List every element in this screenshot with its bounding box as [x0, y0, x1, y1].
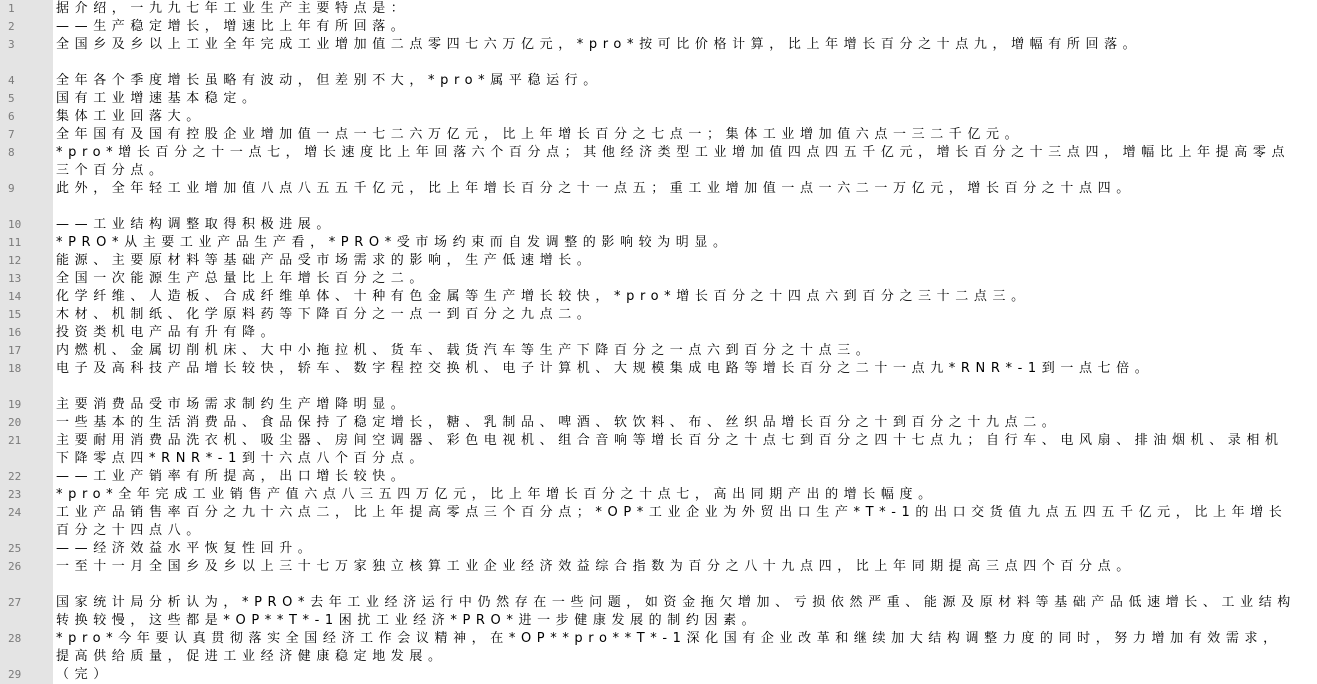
line-number: 29 — [8, 668, 22, 681]
line-text[interactable]: ——工业结构调整取得积极进展。 — [56, 217, 336, 232]
line-text[interactable]: 工业产品销售率百分之九十六点二，比上年提高零点三个百分点；*OP*工业企业为外贸出口生产*T*-1的出口交货值九点五四五千亿元，比上年增长百分之十四点八。 — [56, 505, 1288, 538]
line-number: 14 — [8, 290, 22, 303]
line-text[interactable]: 国家统计局分析认为，*PRO*去年工业经济运行中仍然存在一些问题，如资金拖欠增加、亏损依然严重、能源及原材料等基础产品低速增长、工业结构转换较慢，这些都是*OP**T*-1困扰工业经济*PRO*进一步健康发展的制约因素。 — [56, 595, 1296, 628]
line-text[interactable]: 一些基本的生活消费品、食品保持了稳定增长，糖、乳制品、啤酒、软饮料、布、丝织品增长百分之十到百分之十九点二。 — [56, 415, 1061, 430]
line-number: 19 — [8, 398, 22, 411]
line-number: 23 — [8, 488, 22, 501]
line-text[interactable]: 一至十一月全国乡及乡以上三十七万家独立核算工业企业经济效益综合指数为百分之八十九点四，比上年同期提高三点四个百分点。 — [56, 559, 1135, 574]
line-text[interactable]: ——工业产销率有所提高，出口增长较快。 — [56, 469, 410, 484]
line-text[interactable]: ——经济效益水平恢复性回升。 — [56, 541, 317, 556]
line-number: 24 — [8, 506, 22, 519]
line-text[interactable]: 集体工业回落大。 — [56, 109, 205, 124]
line-number: 16 — [8, 326, 22, 339]
line-text[interactable]: 此外，全年轻工业增加值八点八五五千亿元，比上年增长百分之十一点五；重工业增加值一点一六二一万亿元，增长百分之十点四。 — [56, 181, 1135, 196]
line-text[interactable]: 国有工业增速基本稳定。 — [56, 91, 261, 106]
line-text[interactable]: *pro*增长百分之十一点七，增长速度比上年回落六个百分点；其他经济类型工业增加值四点四五千亿元，增长百分之十三点四，增幅比上年提高零点三个百分点。 — [56, 145, 1291, 178]
line-number: 20 — [8, 416, 22, 429]
line-text[interactable]: ——生产稳定增长，增速比上年有所回落。 — [56, 19, 410, 34]
line-number: 11 — [8, 236, 22, 249]
line-number: 27 — [8, 596, 22, 609]
line-text[interactable]: 投资类机电产品有升有降。 — [56, 325, 280, 340]
line-number: 18 — [8, 362, 22, 375]
line-number: 8 — [8, 146, 15, 159]
line-text[interactable]: 全年国有及国有控股企业增加值一点一七二六万亿元，比上年增长百分之七点一；集体工业增加值六点一三二千亿元。 — [56, 127, 1024, 142]
line-text[interactable]: 内燃机、金属切削机床、大中小拖拉机、货车、载货汽车等生产下降百分之一点六到百分之十点三。 — [56, 343, 875, 358]
line-number: 3 — [8, 38, 15, 51]
line-number: 9 — [8, 182, 15, 195]
line-text[interactable]: 全年各个季度增长虽略有波动，但差别不大，*pro*属平稳运行。 — [56, 73, 602, 88]
line-number: 26 — [8, 560, 22, 573]
line-text[interactable]: 据介绍，一九九七年工业生产主要特点是： — [56, 1, 410, 16]
line-text[interactable]: （完） — [56, 667, 112, 682]
line-number: 17 — [8, 344, 22, 357]
line-text[interactable]: 主要消费品受市场需求制约生产增降明显。 — [56, 397, 410, 412]
line-number: 25 — [8, 542, 22, 555]
line-text[interactable]: 化学纤维、人造板、合成纤维单体、十种有色金属等生产增长较快，*pro*增长百分之十四点六到百分之三十二点三。 — [56, 289, 1030, 304]
line-number: 7 — [8, 128, 15, 141]
line-number: 13 — [8, 272, 22, 285]
line-number: 22 — [8, 470, 22, 483]
line-number: 15 — [8, 308, 22, 321]
line-text[interactable]: 木材、机制纸、化学原料药等下降百分之一点一到百分之九点二。 — [56, 307, 596, 322]
line-text[interactable]: 全国乡及乡以上工业全年完成工业增加值二点零四七六万亿元，*pro*按可比价格计算，比上年增长百分之十点九，增幅有所回落。 — [56, 37, 1142, 52]
line-number: 5 — [8, 92, 15, 105]
line-number: 4 — [8, 74, 15, 87]
line-number: 10 — [8, 218, 22, 231]
line-text[interactable]: *PRO*从主要工业产品生产看，*PRO*受市场约束而自发调整的影响较为明显。 — [56, 235, 732, 250]
line-text[interactable]: 主要耐用消费品洗衣机、吸尘器、房间空调器、彩色电视机、组合音响等增长百分之十点七到百分之四十七点九；自行车、电风扇、排油烟机、录相机下降零点四*RNR*-1到十六点八个百分点。 — [56, 433, 1284, 466]
line-text[interactable]: *pro*今年要认真贯彻落实全国经济工作会议精神，在*OP**pro**T*-1深化国有企业改革和继续加大结构调整力度的同时，努力增加有效需求，提高供给质量，促进工业经济健康稳定地发展。 — [56, 631, 1282, 664]
line-number: 6 — [8, 110, 15, 123]
line-number: 12 — [8, 254, 22, 267]
line-number: 21 — [8, 434, 22, 447]
line-text[interactable]: *pro*全年完成工业销售产值六点八三五四万亿元，比上年增长百分之十点七，高出同期产出的增长幅度。 — [56, 487, 937, 502]
line-text[interactable]: 电子及高科技产品增长较快，轿车、数字程控交换机、电子计算机、大规模集成电路等增长百分之二十一点九*RNR*-1到一点七倍。 — [56, 361, 1154, 376]
line-text[interactable]: 全国一次能源生产总量比上年增长百分之二。 — [56, 271, 429, 286]
line-text[interactable]: 能源、主要原材料等基础产品受市场需求的影响，生产低速增长。 — [56, 253, 596, 268]
line-number: 1 — [8, 2, 15, 15]
line-number: 28 — [8, 632, 22, 645]
line-number: 2 — [8, 20, 15, 33]
